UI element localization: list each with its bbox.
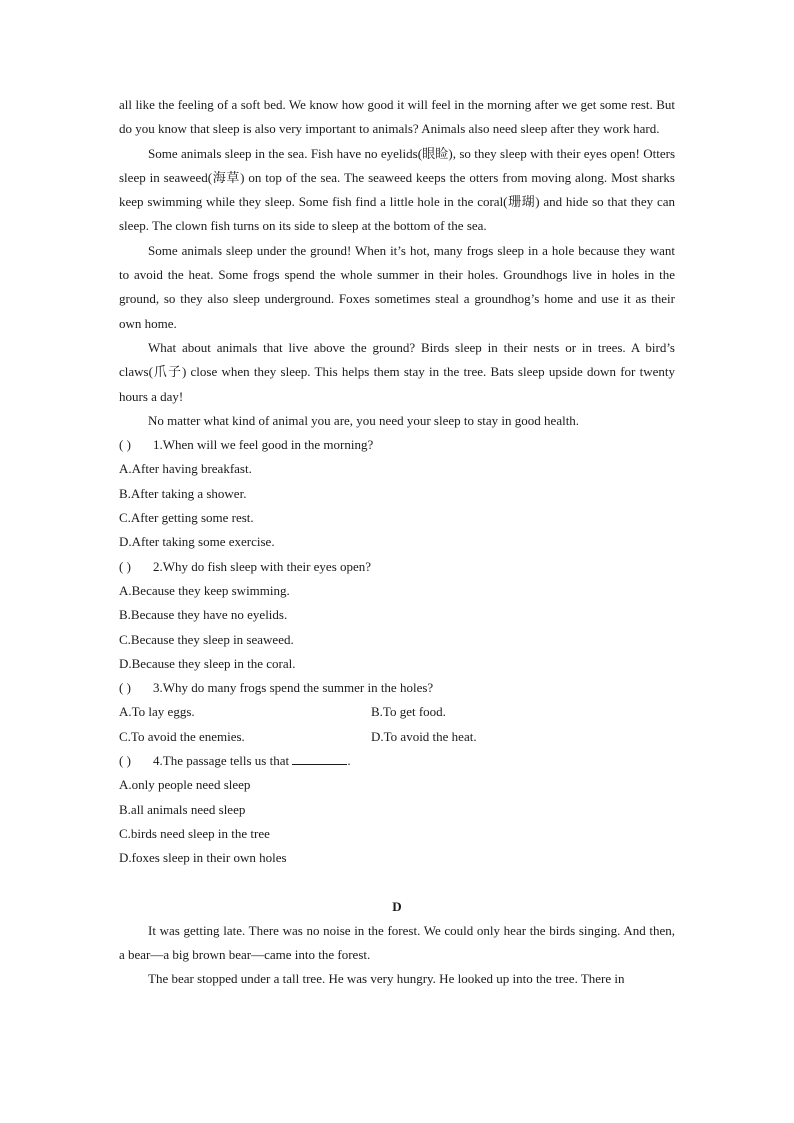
- option-d: D.To avoid the heat.: [371, 728, 477, 744]
- fill-in-blank[interactable]: [292, 752, 347, 765]
- option-b: B.To get food.: [371, 704, 446, 720]
- section-d-title: D: [392, 898, 402, 914]
- answer-blank[interactable]: ( ): [119, 558, 131, 574]
- option-b: B.After taking a shower.: [119, 485, 247, 501]
- option-c: C.After getting some rest.: [119, 510, 254, 526]
- option-a: A.only people need sleep: [119, 777, 251, 793]
- option-d: D.Because they sleep in the coral.: [119, 655, 296, 671]
- question-stem: 2.Why do fish sleep with their eyes open?: [153, 558, 372, 574]
- question-4: [119, 749, 675, 773]
- option-c: C.To avoid the enemies.: [119, 728, 245, 744]
- passage-c-paragraph-2: Some animals sleep in the sea. Fish have no eyelids(眼睑), so they sleep with their eyes open! Otters sleep in seaweed(海草) on top of the sea. The seaweed keeps the otters from moving along. Most sharks keep swimming while they sleep. Some fish find a little hole in the coral(珊瑚) and hide so that they can sleep. The clown fish turns on its side to sleep at the bottom of the sea.: [119, 145, 675, 234]
- question-1: [119, 433, 675, 457]
- answer-blank[interactable]: ( ): [119, 437, 131, 453]
- option-a: A.To lay eggs.: [119, 704, 195, 720]
- passage-c-paragraph-3: Some animals sleep under the ground! When it’s hot, many frogs sleep in a hole because they want to avoid the heat. Some frogs spend the whole summer in their holes. Groundhogs live in holes in the ground, so they also sleep underground. Foxes sometimes steal a groundhog’s home and use it as their own home.: [119, 242, 675, 331]
- option-c: C.Because they sleep in seaweed.: [119, 631, 294, 647]
- question-3: [119, 676, 675, 700]
- passage-d-paragraph-1: It was getting late. There was no noise in the forest. We could only hear the birds singing. And then, a bear—a big brown bear—came into the forest.: [119, 922, 675, 963]
- question-stem: 3.Why do many frogs spend the summer in the holes?: [153, 680, 434, 696]
- question-2: [119, 555, 675, 579]
- options-row: [119, 700, 675, 724]
- answer-blank[interactable]: ( ): [119, 680, 131, 696]
- question-stem: 1.When will we feel good in the morning?: [153, 437, 374, 453]
- passage-c-paragraph-5: No matter what kind of animal you are, you need your sleep to stay in good health.: [148, 412, 580, 428]
- option-d: D.After taking some exercise.: [119, 534, 275, 550]
- option-a: A.Because they keep swimming.: [119, 582, 290, 598]
- passage-c-paragraph-4: What about animals that live above the ground? Birds sleep in their nests or in trees. A bird’s claws(爪子) close when they sleep. This helps them stay in the tree. Bats sleep upside down for twenty hours a day!: [119, 339, 675, 404]
- option-b: B.all animals need sleep: [119, 801, 246, 817]
- option-b: B.Because they have no eyelids.: [119, 607, 288, 623]
- option-d: D.foxes sleep in their own holes: [119, 850, 287, 866]
- document-body: [119, 93, 675, 992]
- answer-blank[interactable]: ( ): [119, 753, 131, 769]
- options-row: [119, 725, 675, 749]
- question-stem-end: .: [347, 753, 351, 769]
- passage-d-paragraph-2: The bear stopped under a tall tree. He was very hungry. He looked up into the tree. There in: [148, 971, 625, 987]
- question-stem: 4.The passage tells us that: [153, 753, 293, 769]
- passage-c-paragraph-1: all like the feeling of a soft bed. We know how good it will feel in the morning after we get some rest. But do you know that sleep is also very important to animals? Animals also need sleep after they work hard.: [119, 97, 675, 137]
- option-a: A.After having breakfast.: [119, 461, 252, 477]
- option-c: C.birds need sleep in the tree: [119, 825, 270, 841]
